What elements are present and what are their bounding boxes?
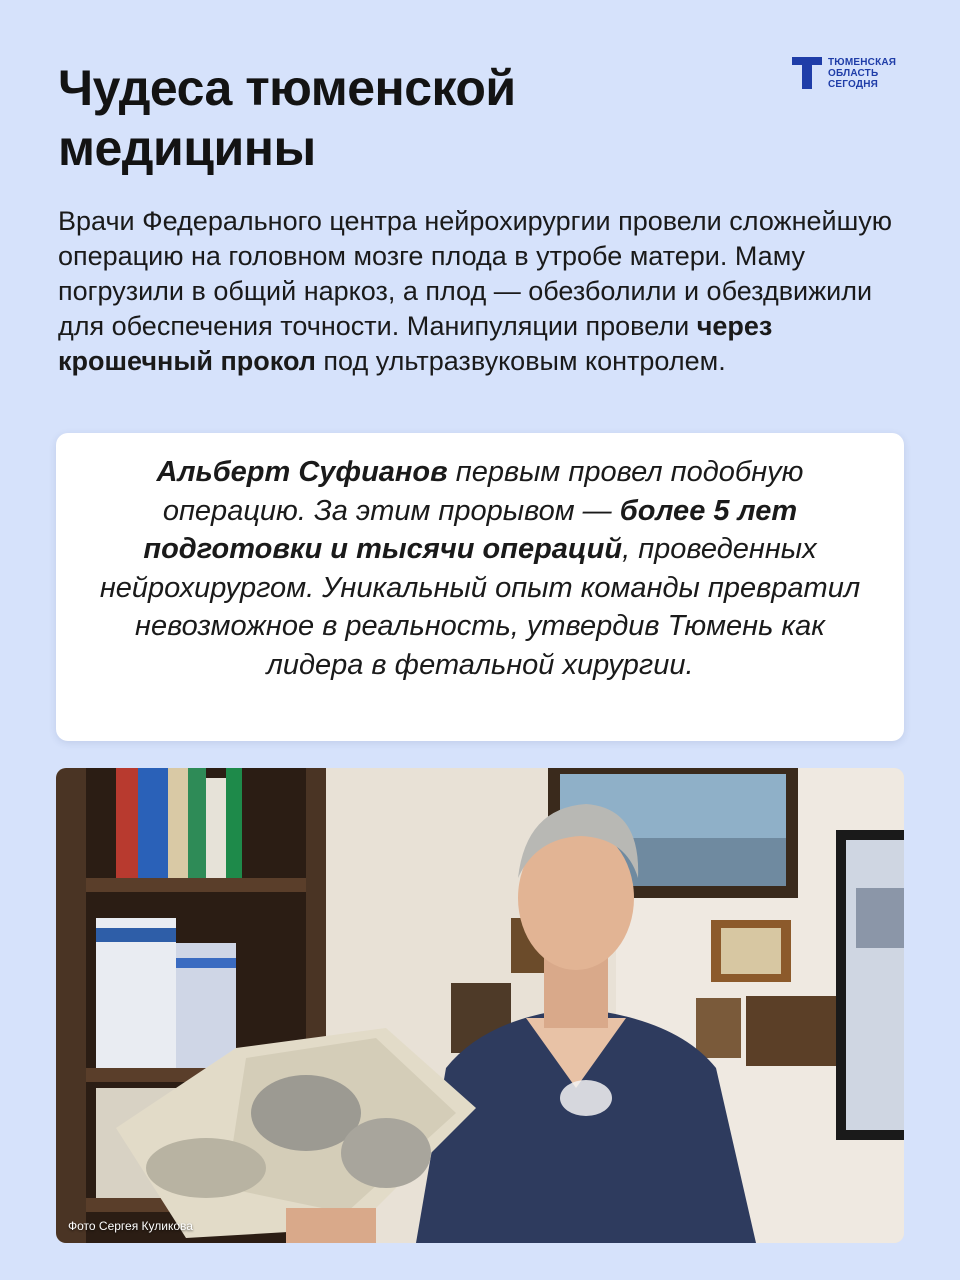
quote-text [96, 453, 864, 684]
logo-line-1: ТЮМЕНСКАЯ [828, 57, 897, 68]
quote-text-end: , проведенных нейрохирургом. Уникальный опыт команды превратил невозможное в реальность, утвердив Тюмень как лидера в фетальной хирургии. [99, 533, 861, 681]
quote-person-name: Альберт Суфианов [156, 456, 448, 488]
monitor [836, 830, 904, 1140]
logo-text [828, 57, 896, 90]
lead-text-end: под ультразвуковым контролем. [315, 346, 726, 376]
title-line-2: медицины [58, 120, 316, 176]
lead-text: Врачи Федерального центра нейрохирургии провели сложнейшую операцию на головном мозге плода в утробе матери. Маму погрузили в общий наркоз, а плод — обезболили и обездвижили для обеспечения точности. Манипуляции провели [58, 206, 893, 341]
brand-logo [792, 57, 922, 93]
photo-illustration [56, 768, 904, 1243]
quote-card [56, 433, 904, 741]
lead-emphasis: через крошечный прокол [58, 311, 773, 376]
quote-emphasis: более 5 лет подготовки и тысячи операций [143, 494, 798, 565]
title-line-1: Чудеса тюменской [58, 60, 516, 116]
surgeon-photo [56, 768, 904, 1243]
page-title [58, 58, 678, 178]
logo-line-2: ОБЛАСТЬ [828, 68, 879, 79]
logo-line-3: СЕГОДНЯ [828, 79, 879, 90]
photo-credit: Фото Сергея Куликова [68, 1219, 193, 1233]
letter-t-logo-icon [792, 57, 822, 89]
lead-paragraph [58, 204, 918, 379]
quote-text-start: первым провел подобную операцию. За этим прорывом — [162, 456, 804, 527]
